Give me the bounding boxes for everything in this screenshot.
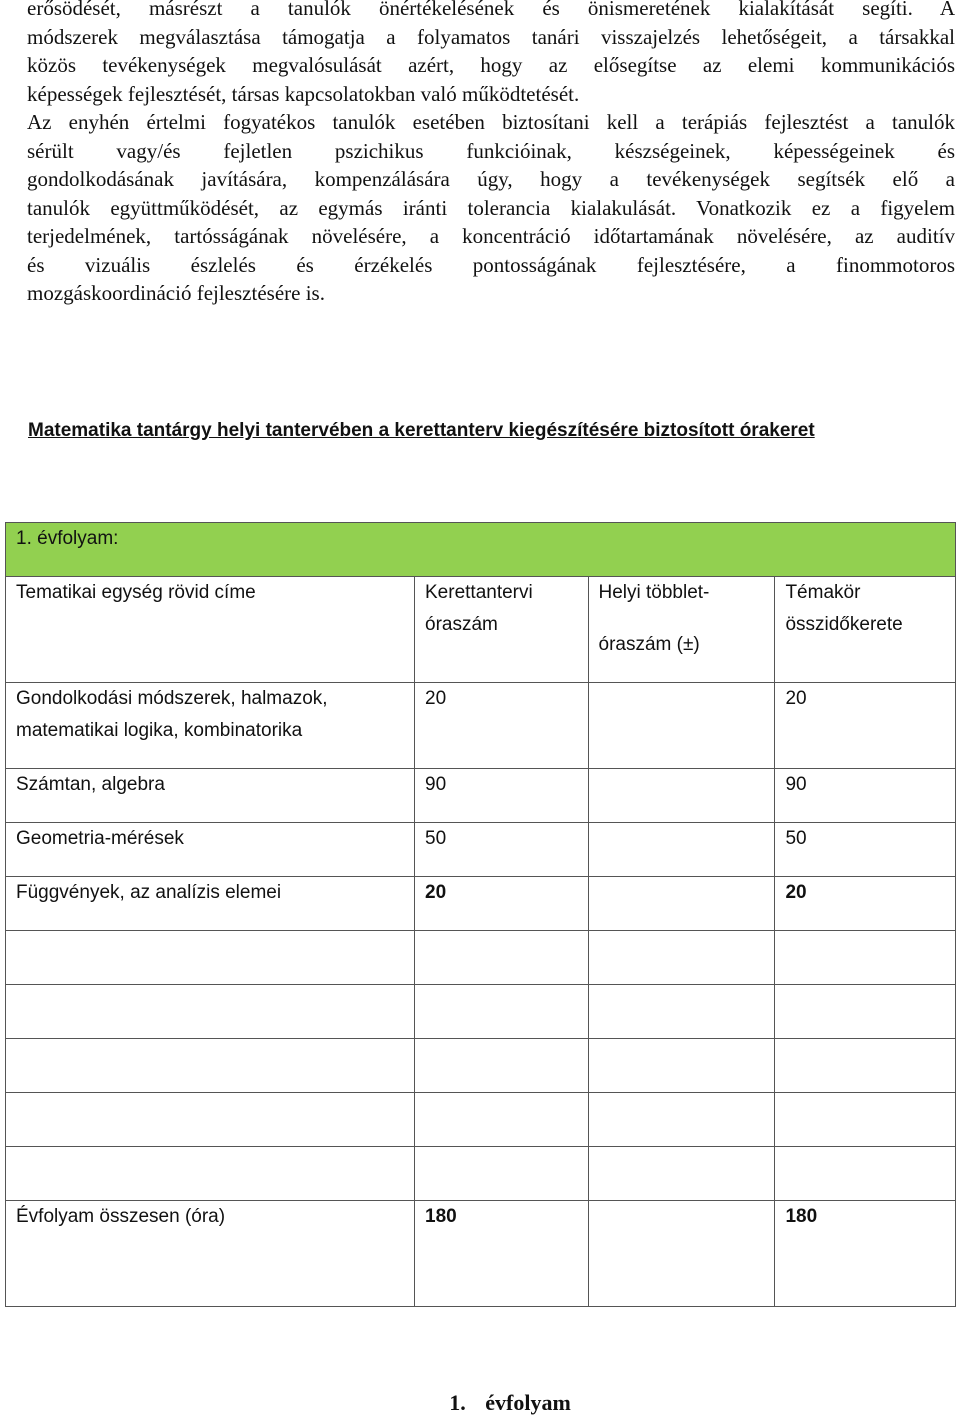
- row-frame-hours: 20: [415, 877, 589, 931]
- table-row: [6, 823, 956, 877]
- header-extra-line2: óraszám (±): [598, 634, 700, 655]
- hours-table: [5, 522, 956, 1307]
- summary-frame-hours: 180: [415, 1201, 589, 1307]
- summary-row: [6, 1201, 956, 1307]
- paragraph-line: Az enyhén értelmi fogyatékos tanulók esetében biztosítani kell a terápiás fejlesztést a tanulók: [27, 110, 955, 134]
- grade-row: [6, 523, 956, 577]
- grade-label: 1. évfolyam:: [6, 523, 956, 577]
- row-title-line1: Gondolkodási módszerek, halmazok,: [16, 688, 328, 709]
- header-frame-line1: Kerettantervi: [425, 582, 533, 603]
- paragraph-line: és vizuális észlelés és érzékelés pontosságának fejlesztésére, a finommotoros: [27, 252, 955, 277]
- empty-row: [6, 1039, 956, 1093]
- paragraph-line: terjedelmének, tartósságának növelésére, a koncentráció időtartamának növelésére, az auditív: [27, 224, 955, 248]
- table-row: [6, 683, 956, 769]
- row-title: Számtan, algebra: [6, 769, 415, 823]
- table-row: [6, 877, 956, 931]
- row-extra-hours: [588, 877, 775, 931]
- paragraph-line: gondolkodásának javítására, kompenzálására úgy, hogy a tevékenységek segítsék elő a: [27, 167, 955, 191]
- row-title: [6, 683, 415, 769]
- next-section-heading: [0, 1390, 960, 1416]
- row-total-hours: 90: [775, 769, 956, 823]
- summary-total-hours: 180: [775, 1201, 956, 1307]
- intro-paragraph: [27, 0, 955, 108]
- empty-row: [6, 1147, 956, 1201]
- row-total-hours: 20: [775, 683, 956, 769]
- row-extra-hours: [588, 769, 775, 823]
- summary-extra-hours: [588, 1201, 775, 1307]
- paragraph-line: közös tevékenységek megvalósulását azért, hogy az elősegítse az elemi kommunikációs: [27, 53, 955, 77]
- section-label: évfolyam: [485, 1390, 571, 1415]
- section-number: 1.: [449, 1390, 466, 1415]
- row-extra-hours: [588, 823, 775, 877]
- row-total-hours: 20: [775, 877, 956, 931]
- empty-row: [6, 985, 956, 1039]
- row-total-hours: 50: [775, 823, 956, 877]
- empty-row: [6, 931, 956, 985]
- header-total-hours: [775, 577, 956, 683]
- row-extra-hours: [588, 683, 775, 769]
- paragraph-line: módszerek megválasztása támogatja a folyamatos tanári visszajelzés lehetőségeit, a társakkal: [27, 24, 955, 49]
- paragraph-line: mozgáskoordináció fejlesztésére is.: [27, 281, 325, 305]
- therapy-paragraph: [27, 108, 955, 308]
- paragraph-line: képességek fejlesztését, társas kapcsolatokban való működtetését.: [27, 81, 580, 106]
- row-frame-hours: 90: [415, 769, 589, 823]
- section-heading: Matematika tantárgy helyi tantervében a kerettanterv kiegészítésére biztosított órakeret: [28, 420, 815, 441]
- header-total-line1: Témakör: [785, 582, 861, 603]
- paragraph-line: tanulók együttműködését, az egymás iránti tolerancia kialakulását. Vonatkozik ez a figyelem: [27, 195, 955, 220]
- header-extra-line1: Helyi többlet-: [598, 582, 710, 603]
- table-row: [6, 769, 956, 823]
- empty-row: [6, 1093, 956, 1147]
- header-extra-hours: [588, 577, 775, 683]
- table-header-row: [6, 577, 956, 683]
- header-frame-hours: [415, 577, 589, 683]
- summary-label: Évfolyam összesen (óra): [6, 1201, 415, 1307]
- row-title: Geometria-mérések: [6, 823, 415, 877]
- paragraph-line: erősödését, másrészt a tanulók önértékelésének és önismeretének kialakítását segíti. A: [27, 0, 955, 20]
- header-total-line2: összidőkerete: [785, 614, 903, 635]
- header-frame-line2: óraszám: [425, 614, 498, 635]
- row-frame-hours: 20: [415, 683, 589, 769]
- header-topic: Tematikai egység rövid címe: [6, 577, 415, 683]
- paragraph-line: sérült vagy/és fejletlen pszichikus funkcióinak, készségeinek, képességeinek és: [27, 138, 955, 163]
- row-title: Függvények, az analízis elemei: [6, 877, 415, 931]
- row-title-line2: matematikai logika, kombinatorika: [16, 720, 303, 741]
- row-frame-hours: 50: [415, 823, 589, 877]
